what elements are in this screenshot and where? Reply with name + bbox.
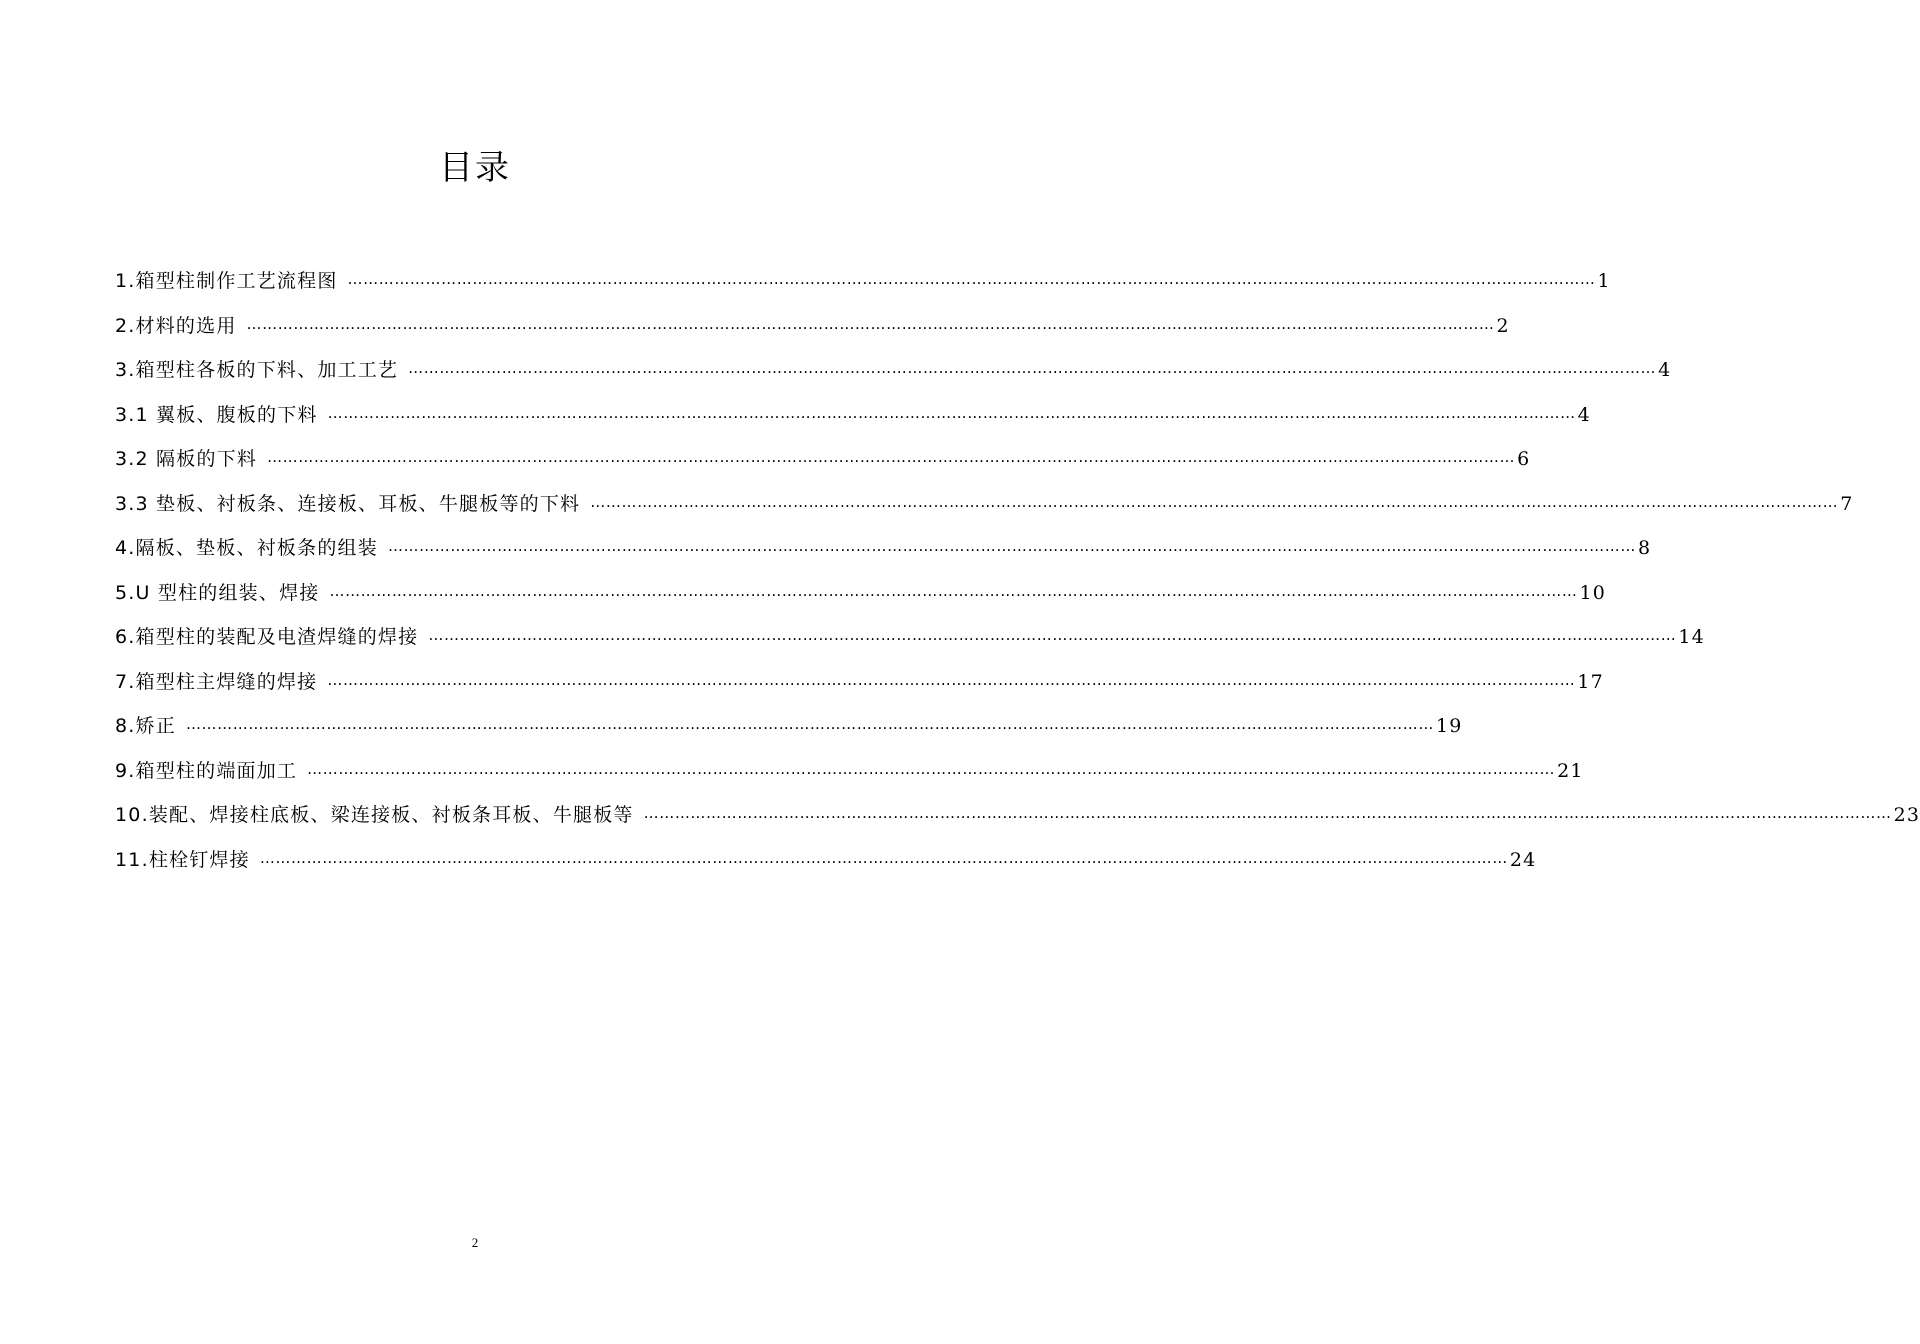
toc-entry-label: 2.材料的选用 [115,314,237,337]
page-number: 2 [471,1235,479,1250]
toc-leader-dots: …………………………………………………………………………………………………………………………………………………………………………………………………………………… [408,359,1657,377]
toc-entry[interactable] [115,756,1584,801]
toc-entry[interactable] [115,622,1705,667]
toc-leader-dots: …………………………………………………………………………………………………………………………………………………………………………………………………………………… [327,403,1576,422]
toc-leader-dots: …………………………………………………………………………………………………………………………………………………………………………………………………………………… [246,314,1495,333]
toc-entry[interactable] [115,444,1531,489]
toc-leader-dots: …………………………………………………………………………………………………………………………………………………………………………………………………………………… [428,626,1677,644]
toc-entry[interactable] [115,845,1537,890]
toc-entry-page: 4 [1577,403,1591,426]
toc-entry-label: 3.箱型柱各板的下料、加工工艺 [115,359,399,381]
toc-entry-page: 17 [1577,670,1604,693]
toc-leader-dots: …………………………………………………………………………………………………………………………………………………………………………………………………………………… [185,715,1434,733]
toc-entry-label: 3.1 翼板、腹板的下料 [115,403,318,426]
toc-entry[interactable] [115,667,1604,712]
toc-entry-label: 7.箱型柱主焊缝的焊接 [115,670,318,693]
toc-entry-page: 4 [1658,359,1672,381]
toc-entry-page: 23 [1893,804,1920,826]
page-title: 目录 [439,148,511,188]
toc-leader-dots: …………………………………………………………………………………………………………………………………………………………………………………………………………………… [590,492,1839,511]
toc-entry-label: 6.箱型柱的装配及电渣焊缝的焊接 [115,626,419,648]
toc-entry-page: 7 [1840,492,1854,515]
toc-entry[interactable] [115,489,1854,534]
toc-entry-label: 1.箱型柱制作工艺流程图 [115,270,338,292]
toc-leader-dots: …………………………………………………………………………………………………………………………………………………………………………………………………………………… [643,804,1892,822]
toc-entry-page: 21 [1557,759,1584,782]
toc-entry[interactable] [115,400,1591,445]
toc-leader-dots: …………………………………………………………………………………………………………………………………………………………………………………………………………………… [327,670,1576,689]
toc-entry-label: 4.隔板、垫板、衬板条的组装 [115,537,378,559]
toc-leader-dots: …………………………………………………………………………………………………………………………………………………………………………………………………………………… [307,759,1556,778]
toc-entry[interactable] [115,711,1463,756]
toc-entry[interactable] [115,578,1607,623]
toc-leader-dots: …………………………………………………………………………………………………………………………………………………………………………………………………………………… [267,448,1516,466]
toc-entry-label: 3.3 垫板、衬板条、连接板、耳板、牛腿板等的下料 [115,492,581,515]
toc-entry-label: 5.U 型柱的组装、焊接 [115,581,320,604]
toc-entry-page: 24 [1509,848,1537,871]
toc-entry-label: 9.箱型柱的端面加工 [115,759,298,782]
toc-entry[interactable] [115,800,1920,845]
toc-leader-dots: …………………………………………………………………………………………………………………………………………………………………………………………………………………… [329,581,1578,600]
toc-entry-page: 10 [1579,581,1607,604]
toc-entry-label: 10.装配、焊接柱底板、梁连接板、衬板条耳板、牛腿板等 [115,804,634,826]
toc-entry[interactable] [115,533,1652,578]
toc-entry-page: 2 [1496,314,1510,337]
toc-entry-label: 11.柱栓钉焊接 [115,848,250,871]
toc-entry[interactable] [115,266,1611,311]
toc-leader-dots: …………………………………………………………………………………………………………………………………………………………………………………………………………………… [259,848,1508,867]
toc-entry-label: 8.矫正 [115,715,176,737]
toc-leader-dots: …………………………………………………………………………………………………………………………………………………………………………………………………………………… [347,270,1596,288]
toc-entry-page: 8 [1637,537,1652,559]
toc-entry-label: 3.2 隔板的下料 [115,448,258,470]
toc-entry-page: 6 [1517,448,1531,470]
table-of-contents [115,266,1920,889]
toc-entry[interactable] [115,355,1672,400]
toc-entry-page: 1 [1597,270,1611,292]
toc-entry-page: 19 [1435,715,1463,737]
toc-entry-page: 14 [1678,626,1705,648]
toc-entry[interactable] [115,311,1510,356]
toc-leader-dots: …………………………………………………………………………………………………………………………………………………………………………………………………………………… [387,537,1636,555]
